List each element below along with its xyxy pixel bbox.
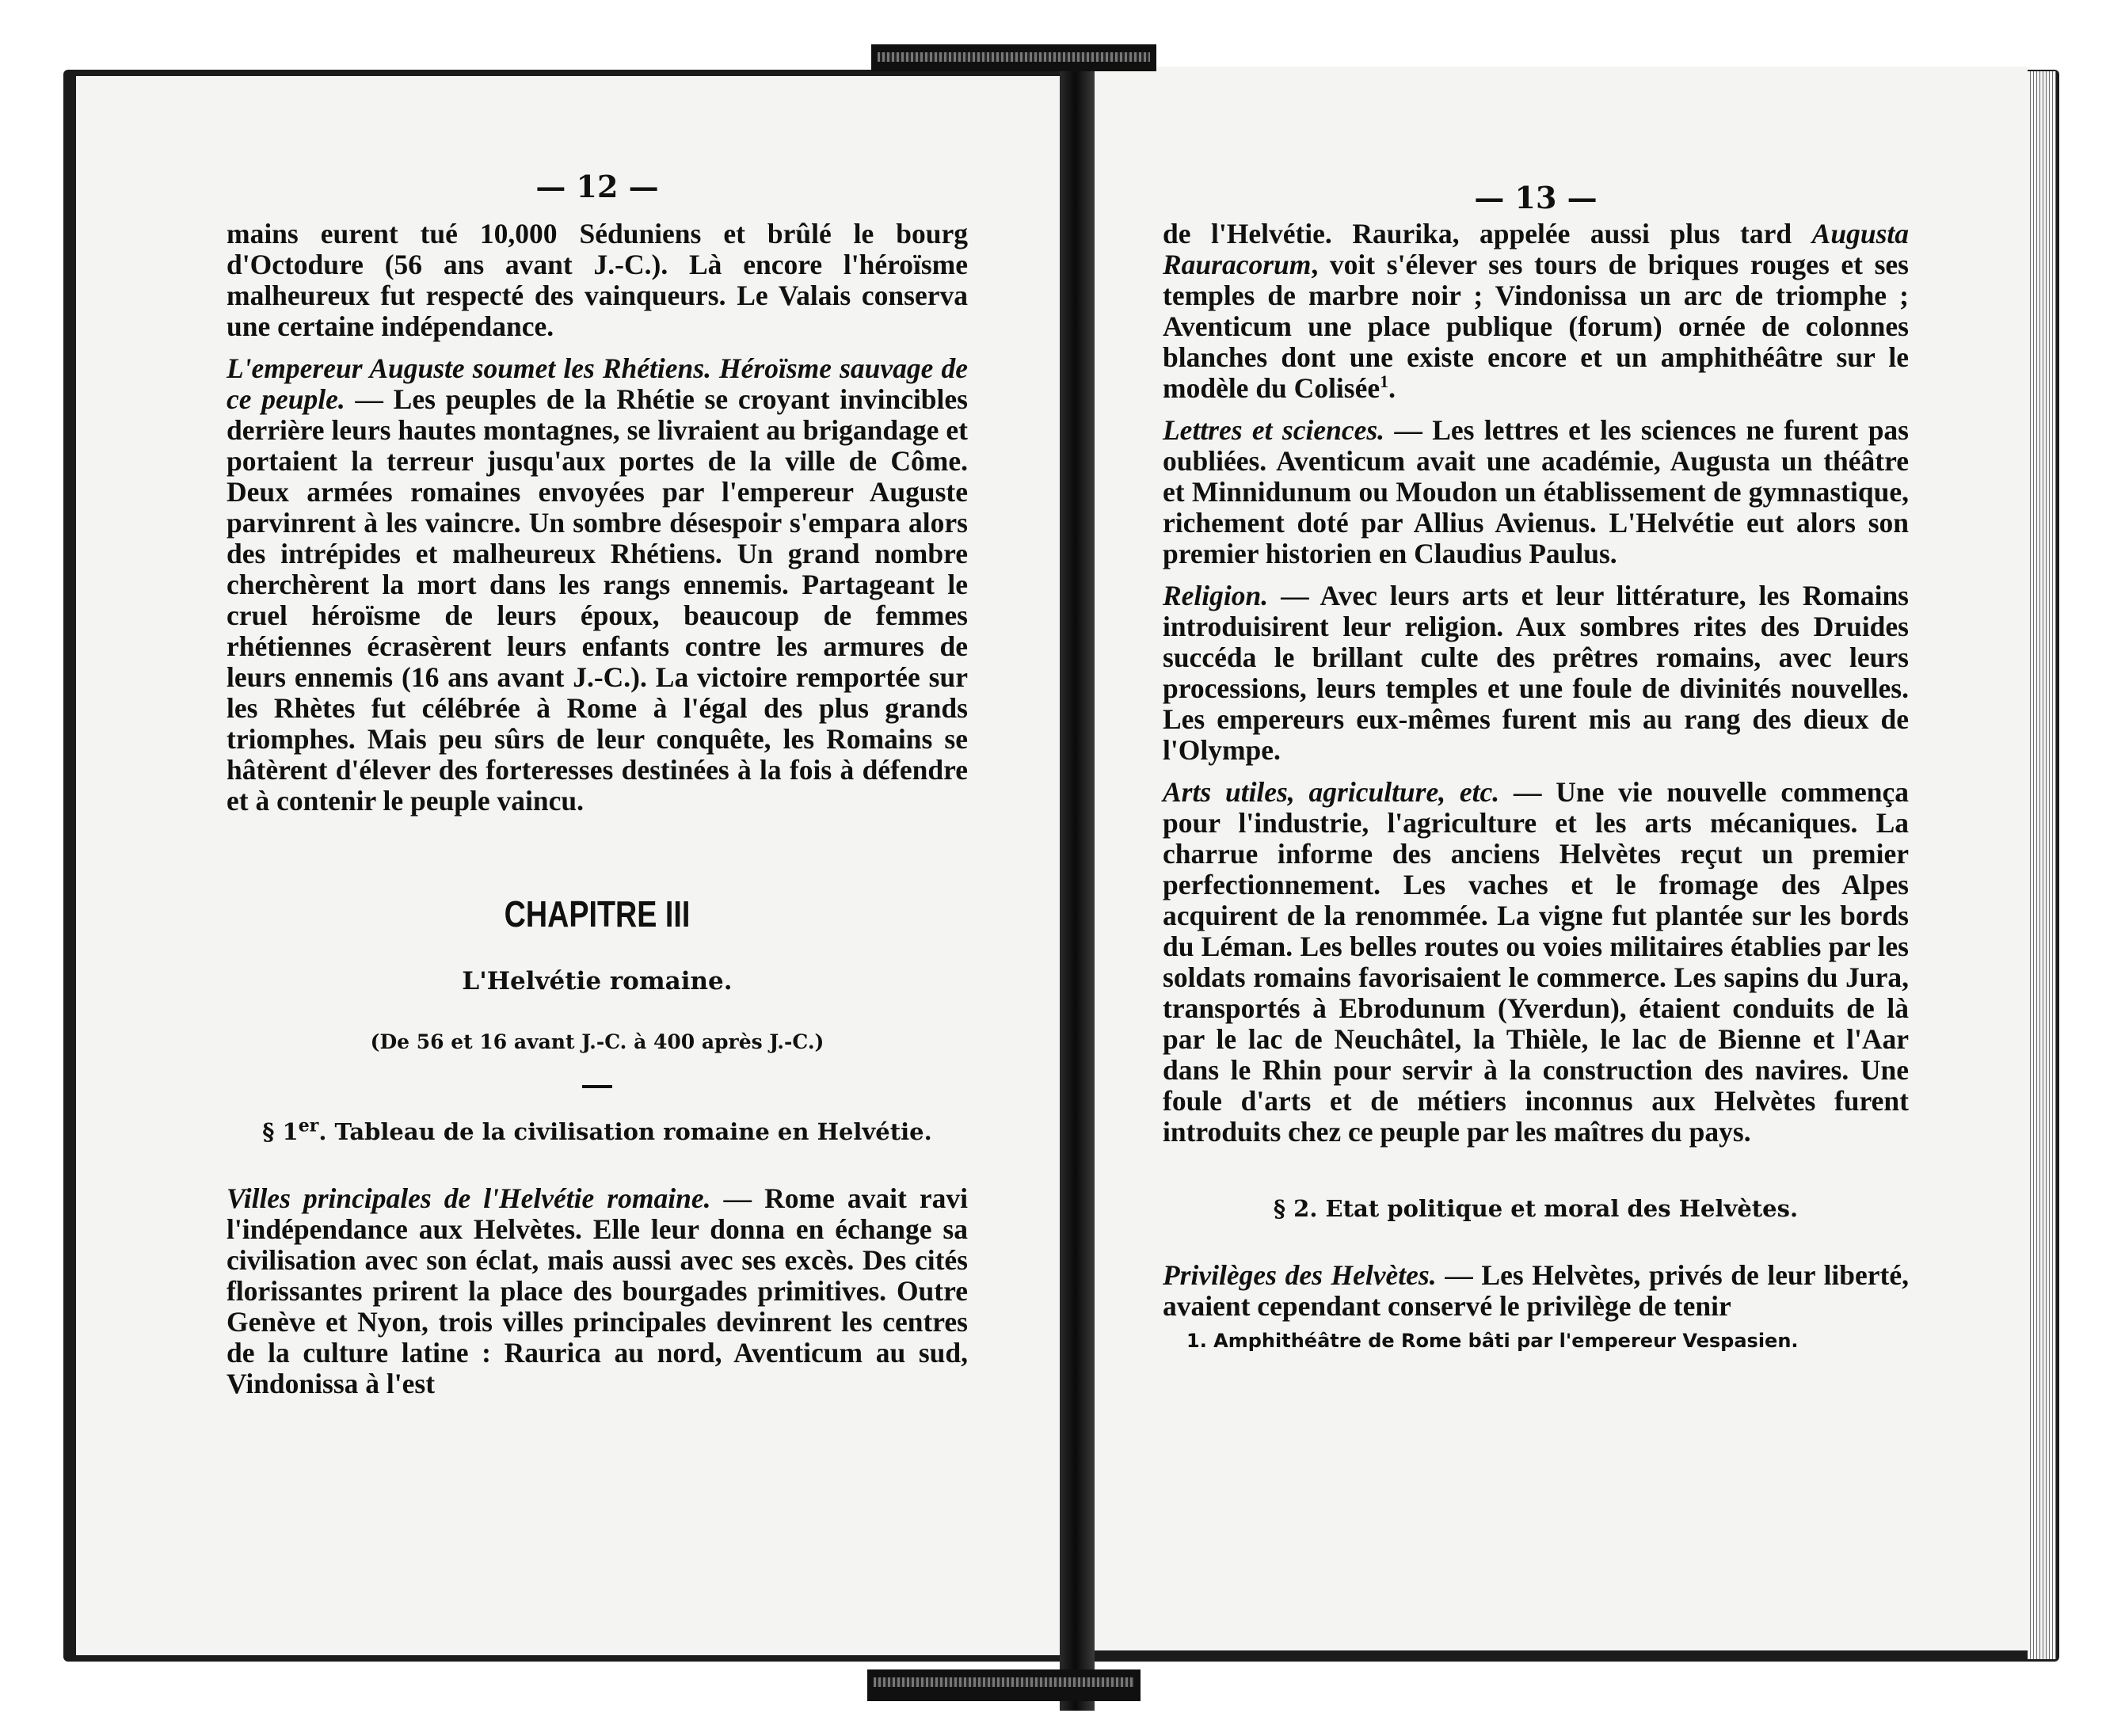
paragraph-heading: Arts utiles, agriculture, etc. (1163, 776, 1500, 808)
paragraph-italic: Augusta Rauracorum (1163, 218, 1909, 280)
paragraph-text: — Les peuples de la Rhétie se croyant invincibles derrière leurs hautes montagnes, se livraient au brigandage et portaient la terreur jusqu'aux portes de la ville de Côme. Deux armées romaines envoyées par l'empereur Auguste parvinrent à les vaincre. Un sombre désespoir s'empara alors des intrépides et malheureux Rhétiens. Un grand nombre cherchèrent la mort dans les rangs ennemis. Partageant le cruel héroïsme de leurs époux, beaucoup de femmes rhétiennes écrasèrent leurs enfants contre les armures de leurs ennemis (16 ans avant J.-C.). La victoire remportée sur les Rhètes fut célébrée à Rome à l'égal des plus grands triomphes. Mais peu sûrs de leur conquête, les Romains se hâtèrent d'élever des forteresses destinées à la fois à défendre et à contenir le peuple vaincu. (227, 383, 968, 817)
footnote-ref: 1 (1380, 371, 1389, 392)
paragraph-text: de l'Helvétie. Raurika, appelée aussi plus tard (1163, 218, 1812, 249)
paragraph (227, 219, 968, 342)
chapter-subtitle: L'Helvétie romaine. (462, 967, 733, 996)
paragraph-text: — Les lettres et les sciences ne furent pas oubliées. Aventicum avait une académie, Augusta un théâtre et Minnidunum ou Moudon un établissement de gymnastique, richement doté par Allius Avienus. L'Helvétie eut alors son premier historien en Claudius Paulus. (1163, 414, 1910, 569)
paragraph (1163, 581, 1909, 766)
paragraph-text: , voit s'élever ses tours de briques rouges et ses temples de marbre noir ; Vindonissa un arc de triomphe ; Aventicum une place publique (forum) ornée de colonnes blanches dont une existe encore et un amphithéâtre sur le modèle du Colisée (1163, 249, 1909, 404)
footnote: 1. Amphithéâtre de Rome bâti par l'empereur Vespasien. (1186, 1330, 1799, 1352)
binding-top (871, 44, 1156, 71)
left-page-text (227, 163, 968, 1399)
book-gutter (1060, 48, 1095, 1711)
paragraph-heading: Privilèges des Helvètes. (1163, 1259, 1437, 1291)
page-edges (2028, 71, 2056, 1659)
paragraph-text: — Les Helvètes, privés de leur liberté, avaient cependant conservé le privilège de tenir (1163, 1259, 1909, 1322)
paragraph (1163, 777, 1909, 1148)
paragraph (1163, 415, 1909, 569)
section-heading: § 2. Etat politique et moral des Helvètes. (1273, 1195, 1799, 1222)
paragraph-text: — Rome avait ravi l'indépendance aux Helvètes. Elle leur donna en échange sa civilisation avec son éclat, mais aussi avec ses excès. Des cités florissantes prirent la place des bourgades primitives. Outre Genève et Nyon, trois villes principales devinrent les centres de la culture latine : Raurica au nord, Aventicum au sud, Vindonissa à l'est (227, 1182, 968, 1399)
paragraph-text: mains eurent tué 10,000 Séduniens et brûlé le bourg d'Octodure (56 ans avant J.-C.). Là encore l'héroïsme malheureux fut respecté des vainqueurs. Le Valais conserva une certaine indépendance. (227, 218, 968, 342)
paragraph-heading: L'empereur Auguste soumet les Rhétiens. Héroïsme sauvage de ce peuple. (227, 352, 968, 415)
paragraph (1163, 1260, 1909, 1322)
paragraph-heading: Lettres et sciences. (1163, 414, 1385, 446)
paragraph (227, 1183, 968, 1399)
right-page-text (1163, 174, 1909, 1352)
paragraph-heading: Religion. (1163, 580, 1269, 611)
page-number-right: — 13 — (1474, 180, 1598, 215)
paragraph-heading: Villes principales de l'Helvétie romaine. (227, 1182, 711, 1214)
chapter-heading: CHAPITRE III (504, 893, 691, 935)
section-heading (227, 1115, 968, 1145)
section-title: . Tableau de la civilisation romaine en Helvétie. (318, 1118, 932, 1145)
chapter-dates: (De 56 et 16 avant J.-C. à 400 après J.-C.) (370, 1030, 824, 1053)
paragraph-text: — Une vie nouvelle commença pour l'industrie, l'agriculture et les arts mécaniques. La charrue informe des anciens Helvètes reçut un premier perfectionnement. Les vaches et le fromage des Alpes acquirent de la renommée. La vigne fut plantée sur les bords du Léman. Les belles routes ou voies militaires établies par les soldats romains favorisaient le commerce. Les sapins du Jura, transportés à Ebrodunum (Yverdun), étaient conduits de là par le lac de Neuchâtel, la Thièle, le lac de Bienne et l'Aar dans le Rhin pour servir à la construction des navires. Une foule d'arts et de métiers inconnus aux Helvètes furent introduits chez ce peuple par les maîtres du pays. (1163, 776, 1910, 1148)
paragraph (227, 353, 968, 817)
page-number-left: — 12 — (535, 169, 659, 204)
paragraph-text: — Avec leurs arts et leur littérature, les Romains introduisirent leur religion. Aux sombres rites des Druides succéda le brillant culte des prêtres romains, avec leurs processions, leurs temples et une foule de divinités nouvelles. Les empereurs eux-mêmes furent mis au rang des dieux de l'Olympe. (1163, 580, 1909, 766)
section-mark: § 1 (262, 1118, 299, 1145)
section-superscript: er (298, 1115, 319, 1136)
binding-bottom (867, 1669, 1141, 1701)
paragraph: de l'Helvétie. Raurika, appelée aussi plus tard Augusta Rauracorum, voit s'élever ses tours de briques rouges et ses temples de marbre noir ; Vindonissa un arc de triomphe ; Aventicum une place publique (forum) ornée de colonnes blanches dont une existe encore et un amphithéâtre sur le modèle du Colisée$^1$. (1163, 218, 1909, 404)
